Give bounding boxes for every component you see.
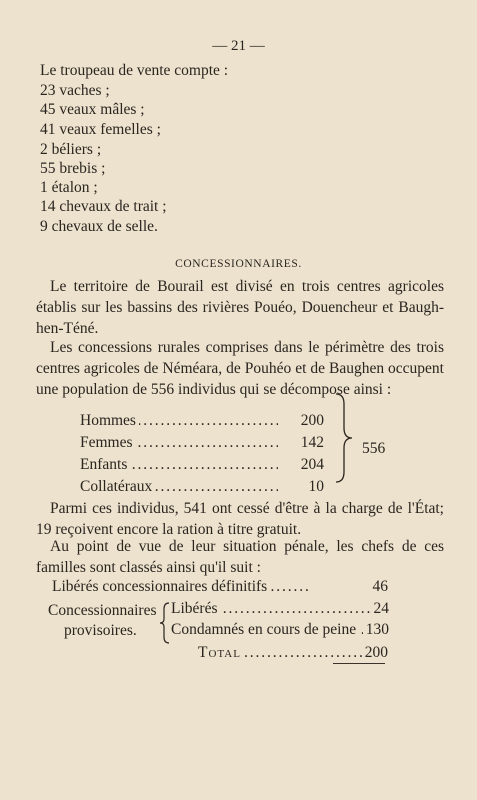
penal-value: 46 [370, 578, 389, 596]
paragraph-territory: Le territoire de Bourail est divisé en trois centres agricoles établis sur les bassins des rivières Pouéo, Douencheur et Baugh-hen-Téné. [36, 278, 444, 337]
population-total: 556 [362, 440, 386, 457]
population-value: 204 [300, 456, 324, 473]
penal-label: Libérés [171, 600, 220, 617]
herd-item: 41 veaux femelles ; [40, 121, 161, 138]
provisoires-label: provisoires. [64, 622, 137, 639]
population-value: 10 [308, 478, 324, 495]
herd-item: 14 chevaux de trait ; [40, 198, 167, 215]
population-value: 142 [300, 434, 324, 451]
paragraph-individus: Parmi ces individus, 541 ont cessé d'être à la charge de l'État; 19 reçoivent encore la ration à titre gratuit. [36, 500, 444, 538]
population-label: Enfants [80, 456, 130, 473]
population-label: Collatéraux [80, 478, 155, 495]
herd-item: 55 brebis ; [40, 160, 106, 177]
right-brace-icon [334, 392, 358, 484]
herd-item: 9 chevaux de selle. [40, 218, 158, 235]
total-value: 200 [362, 644, 388, 662]
penal-row-liberes [171, 600, 389, 622]
provisoires-label: Concessionnaires [48, 602, 157, 619]
population-row [80, 478, 324, 500]
herd-item: 1 étalon ; [40, 179, 98, 196]
population-row [80, 412, 324, 434]
herd-item: 45 veaux mâles ; [40, 101, 145, 118]
penal-row-condamnes [171, 621, 389, 643]
total-label: Total [198, 644, 244, 661]
penal-row-liberes-definitifs [52, 578, 388, 600]
population-label: Femmes [80, 434, 136, 451]
herd-intro: Le troupeau de vente compte : [40, 62, 229, 79]
penal-value: 24 [371, 600, 390, 618]
paragraph-situation: Au point de vue de leur situation pénale, les chefs de ces familles sont classés ainsi qu'il suit : [36, 538, 444, 576]
herd-item: 23 vaches ; [40, 82, 110, 99]
penal-label: Condamnés en cours de peine [171, 621, 359, 638]
penal-value: 130 [363, 621, 389, 639]
left-brace-icon [159, 602, 171, 644]
total-rule [333, 663, 385, 664]
section-heading: CONCESSIONNAIRES. [175, 258, 302, 270]
page-number: — 21 — [212, 38, 265, 54]
penal-label: Libérés concessionnaires définitifs [52, 578, 270, 595]
population-row [80, 456, 324, 478]
paragraph-concessions: Les concessions rurales comprises dans le périmètre des trois centres agricoles de Néméara, de Pouhéo et de Baughen occupent une population de 556 individus qui se décompose ainsi : [36, 339, 444, 398]
population-label: Hommes [80, 412, 139, 429]
herd-item: 2 béliers ; [40, 141, 102, 158]
population-value: 200 [300, 412, 324, 429]
population-row [80, 434, 324, 456]
